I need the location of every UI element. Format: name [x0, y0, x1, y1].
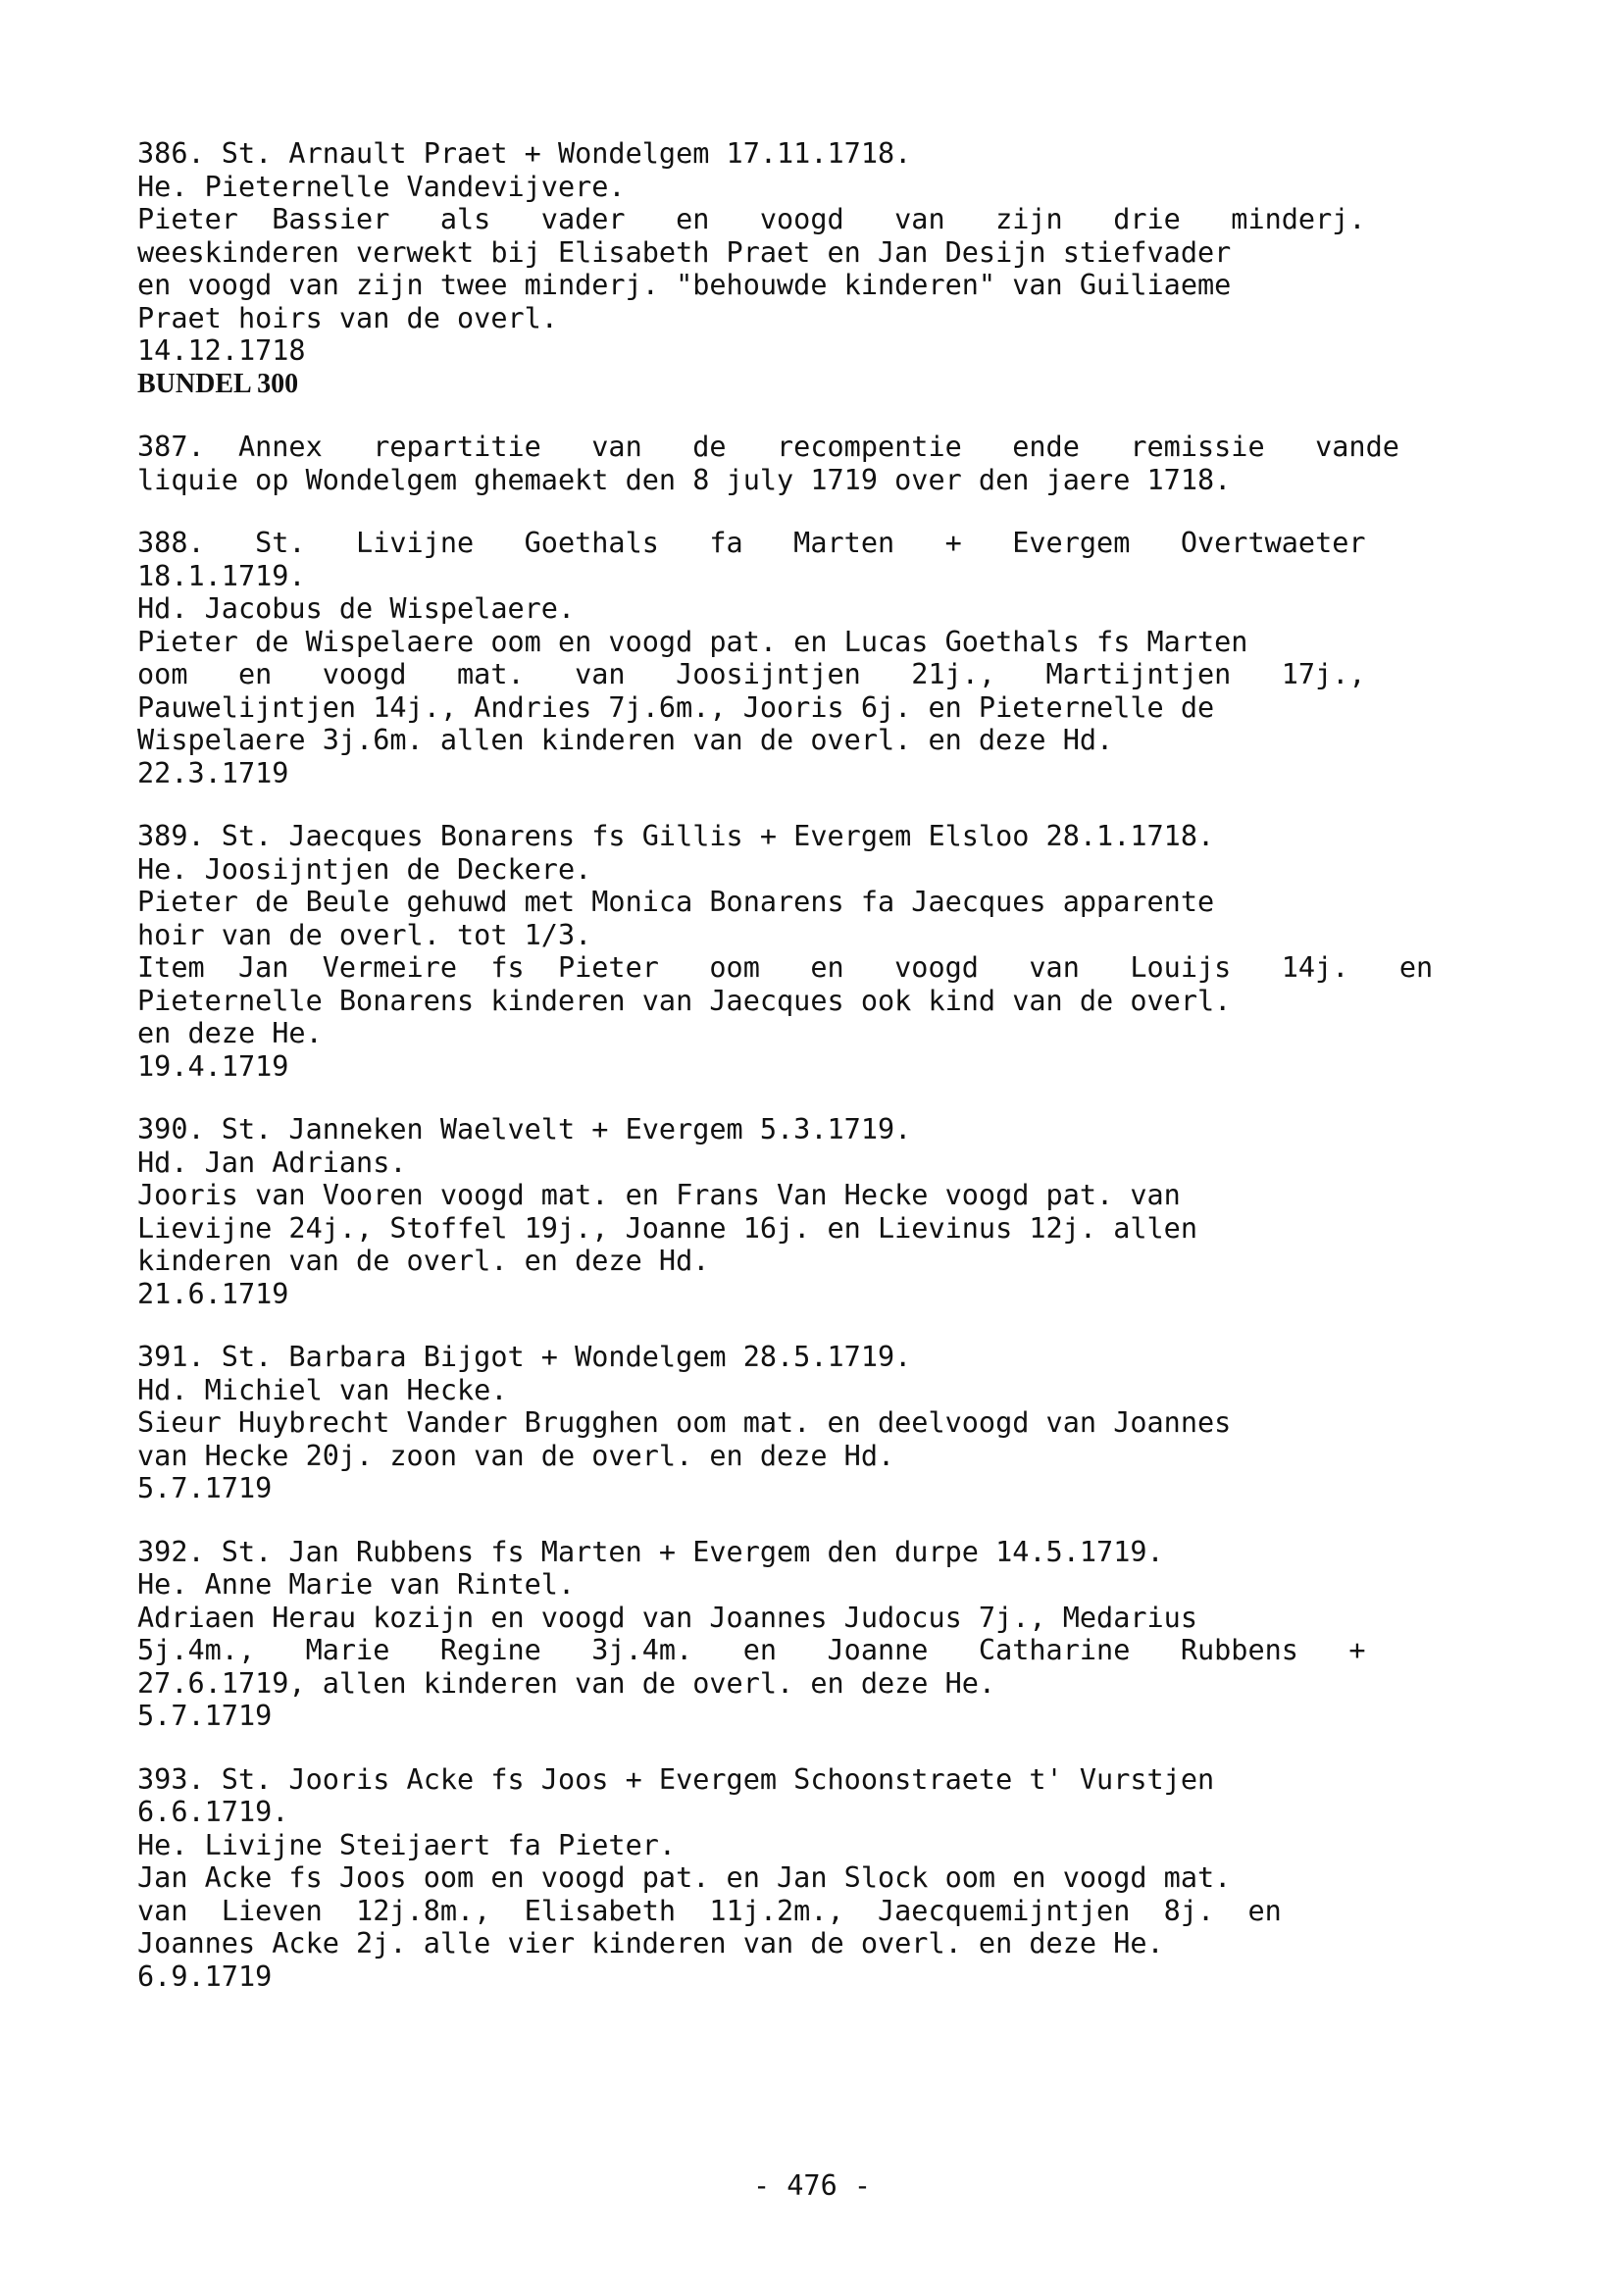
- entry-line: He. Anne Marie van Rintel.: [137, 1568, 576, 1601]
- register-entry: [137, 527, 1471, 789]
- entry-line: 19.4.1719: [137, 1049, 289, 1083]
- entry-line: Hd. Jan Adrians.: [137, 1146, 407, 1179]
- entry-line: He. Livijne Steijaert fa Pieter.: [137, 1828, 677, 1861]
- entry-line: 5.7.1719: [137, 1700, 273, 1732]
- register-entry: [137, 431, 1471, 496]
- entry-line: liquie op Wondelgem ghemaekt den 8 july 1719 over den jaere 1718.: [137, 463, 1232, 496]
- entry-line: weeskinderen verwekt bij Elisabeth Praet en Jan Desijn stiefvader: [137, 235, 1232, 269]
- entry-line: 389. St. Jaecques Bonarens fs Gillis + Evergem Elsloo 28.1.1718.: [137, 820, 1215, 852]
- entry-line: Pauwelijntjen 14j., Andries 7j.6m., Jooris 6j. en Pieternelle de: [137, 690, 1215, 724]
- register-entry: [137, 1536, 1471, 1733]
- entry-line: 6.9.1719: [137, 1960, 273, 1993]
- entry-line: 22.3.1719: [137, 756, 289, 789]
- entry-line: Pieter de Beule gehuwd met Monica Bonarens fa Jaecques apparente: [137, 886, 1215, 918]
- register-entry: [137, 1341, 1471, 1505]
- entry-line: 388. St. Livijne Goethals fa Marten + Evergem Overtwaeter: [137, 527, 1366, 559]
- entry-line: He. Joosijntjen de Deckere.: [137, 852, 592, 886]
- entry-line: 387. Annex repartitie van de recompentie ende remissie vande: [137, 431, 1399, 463]
- entry-line: Pieter Bassier als vader en voogd van zijn drie minderj.: [137, 203, 1366, 235]
- entry-line: Sieur Huybrecht Vander Brugghen oom mat. en deelvoogd van Joannes: [137, 1406, 1232, 1439]
- entry-line: Adriaen Herau kozijn en voogd van Joannes Judocus 7j., Medarius: [137, 1601, 1197, 1634]
- entry-line: Jooris van Vooren voogd mat. en Frans Van Hecke voogd pat. van: [137, 1179, 1181, 1211]
- entry-line: hoir van de overl. tot 1/3.: [137, 918, 592, 951]
- entry-line: 390. St. Janneken Waelvelt + Evergem 5.3.1719.: [137, 1113, 912, 1146]
- entry-line: 21.6.1719: [137, 1277, 289, 1310]
- entry-line: 386. St. Arnault Praet + Wondelgem 17.11.1718.: [137, 137, 912, 170]
- entry-line: Lievijne 24j., Stoffel 19j., Joanne 16j. en Lievinus 12j. allen: [137, 1211, 1197, 1245]
- entry-line: Hd. Jacobus de Wispelaere.: [137, 592, 576, 625]
- entry-line: 14.12.1718: [137, 334, 306, 367]
- entry-line: 393. St. Jooris Acke fs Joos + Evergem Schoonstraete t' Vurstjen: [137, 1762, 1215, 1796]
- entry-line: Hd. Michiel van Hecke.: [137, 1373, 508, 1406]
- register-entry: [137, 1113, 1471, 1310]
- entry-line: 18.1.1719.: [137, 559, 306, 592]
- entry-line: Item Jan Vermeire fs Pieter oom en voogd van Louijs 14j. en: [137, 951, 1434, 984]
- entry-line: 392. St. Jan Rubbens fs Marten + Evergem den durpe 14.5.1719.: [137, 1535, 1164, 1568]
- entry-line: van Hecke 20j. zoon van de overl. en deze Hd.: [137, 1439, 895, 1472]
- entry-line: Praet hoirs van de overl.: [137, 301, 558, 334]
- entry-line: He. Pieternelle Vandevijvere.: [137, 170, 626, 203]
- entry-line: Jan Acke fs Joos oom en voogd pat. en Jan Slock oom en voogd mat.: [137, 1861, 1232, 1894]
- entry-line: 5j.4m., Marie Regine 3j.4m. en Joanne Catharine Rubbens +: [137, 1634, 1366, 1666]
- entries-before: [137, 137, 1471, 368]
- entry-line: Wispelaere 3j.6m. allen kinderen van de overl. en deze Hd.: [137, 724, 1114, 756]
- entry-line: 27.6.1719, allen kinderen van de overl. en deze He.: [137, 1666, 996, 1700]
- entry-line: en deze He.: [137, 1017, 323, 1049]
- document-page: [137, 137, 1471, 1993]
- register-entry: [137, 137, 1471, 368]
- entry-line: Pieter de Wispelaere oom en voogd pat. en Lucas Goethals fs Marten: [137, 625, 1248, 658]
- bundle-heading: BUNDEL 300: [137, 368, 299, 399]
- entry-line: van Lieven 12j.8m., Elisabeth 11j.2m., Jaecquemijntjen 8j. en: [137, 1894, 1282, 1927]
- entry-line: en voogd van zijn twee minderj. "behouwde kinderen" van Guiliaeme: [137, 269, 1232, 301]
- entry-line: kinderen van de overl. en deze Hd.: [137, 1245, 710, 1277]
- entry-line: 6.6.1719.: [137, 1796, 289, 1828]
- register-entry: [137, 1763, 1471, 1994]
- entry-line: 5.7.1719: [137, 1472, 273, 1504]
- entry-line: 391. St. Barbara Bijgot + Wondelgem 28.5.1719.: [137, 1341, 912, 1373]
- register-entry: [137, 820, 1471, 1083]
- entry-line: Pieternelle Bonarens kinderen van Jaecques ook kind van de overl.: [137, 984, 1232, 1017]
- page-number: - 476 -: [752, 2169, 872, 2202]
- entries-after: [137, 431, 1471, 1993]
- entry-line: Joannes Acke 2j. alle vier kinderen van de overl. en deze He.: [137, 1927, 1164, 1960]
- entry-line: oom en voogd mat. van Joosijntjen 21j., Martijntjen 17j.,: [137, 658, 1366, 690]
